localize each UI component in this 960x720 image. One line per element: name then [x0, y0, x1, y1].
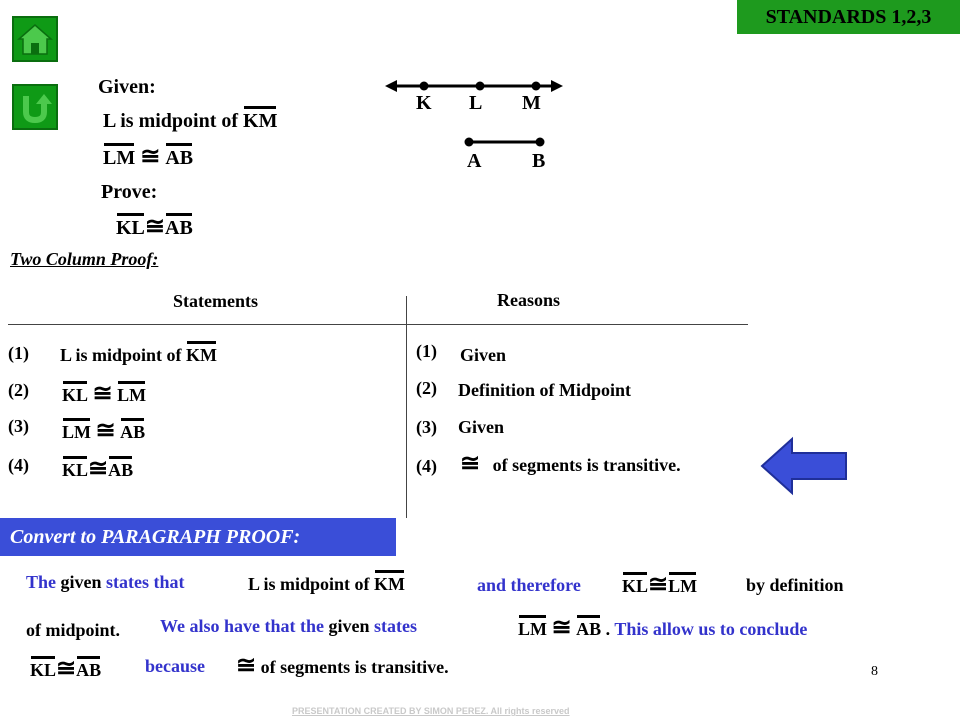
congruent-symbol: ≅: [140, 144, 161, 170]
row-2-reason: Definition of Midpoint: [458, 380, 632, 400]
segment-kl: KL: [622, 576, 649, 596]
standards-badge: STANDARDS 1,2,3: [737, 0, 960, 34]
congruent-symbol: ≅: [56, 656, 77, 682]
segment-lm: LM: [117, 385, 147, 405]
segment-kl: KL: [30, 660, 57, 680]
segment-kl: KL: [62, 460, 89, 480]
home-icon: [14, 18, 56, 60]
row-2-reason-number: (2): [416, 378, 437, 398]
row-4-statement: [62, 457, 133, 481]
return-button[interactable]: [12, 84, 58, 130]
congruent-symbol: ≅: [460, 451, 481, 477]
segment-kl: KL: [116, 217, 145, 239]
congruent-symbol: ≅: [144, 214, 166, 240]
congruent-symbol: ≅: [551, 615, 572, 641]
footer-credit[interactable]: PRESENTATION CREATED BY SIMON PEREZ. All rights reserved: [292, 706, 570, 716]
segment-ab: AB: [120, 422, 146, 442]
p1-the: The: [26, 572, 57, 592]
label-k: K: [416, 92, 432, 114]
segment-km: KM: [186, 345, 218, 365]
paragraph-kl-lm: [622, 573, 697, 597]
congruent-symbol: ≅: [95, 418, 116, 444]
column-divider: [406, 296, 407, 518]
row-2-statement: [62, 382, 146, 406]
p3-because: because: [145, 656, 205, 676]
two-column-title: Two Column Proof:: [10, 249, 159, 269]
paragraph-line-2-middle: [160, 616, 417, 637]
return-arrow-icon: [14, 86, 56, 128]
paragraph-lm-ab: [518, 616, 807, 640]
point-k: [420, 82, 429, 91]
label-a: A: [467, 150, 482, 172]
prove-statement: [116, 215, 193, 240]
congruent-symbol: ≅: [88, 456, 109, 482]
convert-paragraph-banner: Convert to PARAGRAPH PROOF:: [0, 518, 396, 556]
given-line-1: [103, 110, 277, 133]
row-1-reason-number: (1): [416, 341, 437, 361]
paragraph-transitive: [236, 654, 449, 678]
segment-kl: KL: [62, 385, 89, 405]
p2-given: given: [328, 616, 370, 636]
congruent-symbol: ≅: [236, 653, 257, 679]
p2-this-allow: This allow us to conclude: [614, 619, 808, 639]
p1-states-that: states that: [106, 572, 185, 592]
point-m: [532, 82, 541, 91]
p2-we-also: We also have that the: [160, 616, 324, 636]
segment-ab: AB: [576, 619, 602, 639]
given-label: Given:: [98, 76, 156, 98]
row-4-reason-text: of segments is transitive.: [492, 455, 681, 475]
row-1-number: (1): [8, 343, 29, 363]
row-3-number: (3): [8, 416, 29, 436]
segment-ab: AB: [165, 147, 194, 169]
p1-text: L is midpoint of: [248, 574, 370, 594]
p2-period: .: [605, 619, 611, 639]
segment-lm: LM: [62, 422, 91, 442]
row-1-text: L is midpoint of: [60, 345, 187, 365]
row-1-statement: [60, 345, 217, 366]
segment-ab: AB: [108, 460, 134, 480]
row-3-reason: Given: [458, 417, 505, 437]
segment-lm: LM: [668, 576, 698, 596]
p3-transitive: of segments is transitive.: [260, 657, 449, 677]
segment-km: KM: [374, 574, 406, 594]
row-4-reason-number: (4): [416, 456, 437, 476]
label-b: B: [532, 150, 546, 172]
row-1-reason: Given: [460, 345, 507, 365]
header-divider: [8, 324, 748, 325]
home-button[interactable]: [12, 16, 58, 62]
page-number: 8: [871, 664, 878, 679]
row-3-statement: [62, 419, 145, 443]
p1-given: given: [60, 572, 102, 592]
label-m: M: [522, 92, 541, 114]
point-a: [465, 138, 474, 147]
p2-of-midpoint: of midpoint.: [26, 620, 121, 640]
congruent-symbol: ≅: [648, 572, 669, 598]
point-l: [476, 82, 485, 91]
congruent-symbol: ≅: [92, 381, 113, 407]
p1-by-definition: by definition: [746, 575, 844, 595]
segment-km: KM: [243, 110, 278, 132]
row-2-number: (2): [8, 380, 29, 400]
left-arrow-icon[interactable]: [760, 436, 850, 496]
label-l: L: [469, 92, 483, 114]
segment-lm: LM: [103, 147, 136, 169]
paragraph-kl-ab: [30, 657, 101, 681]
prove-label: Prove:: [101, 181, 158, 203]
p1-and-therefore: and therefore: [477, 575, 581, 595]
segment-lm: LM: [518, 619, 547, 639]
given-line-1-text: L is midpoint of: [103, 110, 244, 132]
paragraph-line-1: [26, 572, 185, 593]
given-line-2: [103, 145, 193, 170]
segment-ab: AB: [165, 217, 193, 239]
point-b: [536, 138, 545, 147]
row-4-number: (4): [8, 455, 29, 475]
row-4-reason: [460, 452, 681, 476]
row-3-reason-number: (3): [416, 417, 437, 437]
reasons-header: Reasons: [497, 290, 561, 310]
statements-header: Statements: [173, 291, 258, 311]
p2-states: states: [374, 616, 418, 636]
paragraph-midpoint-text: [248, 574, 405, 595]
segment-ab: AB: [76, 660, 102, 680]
